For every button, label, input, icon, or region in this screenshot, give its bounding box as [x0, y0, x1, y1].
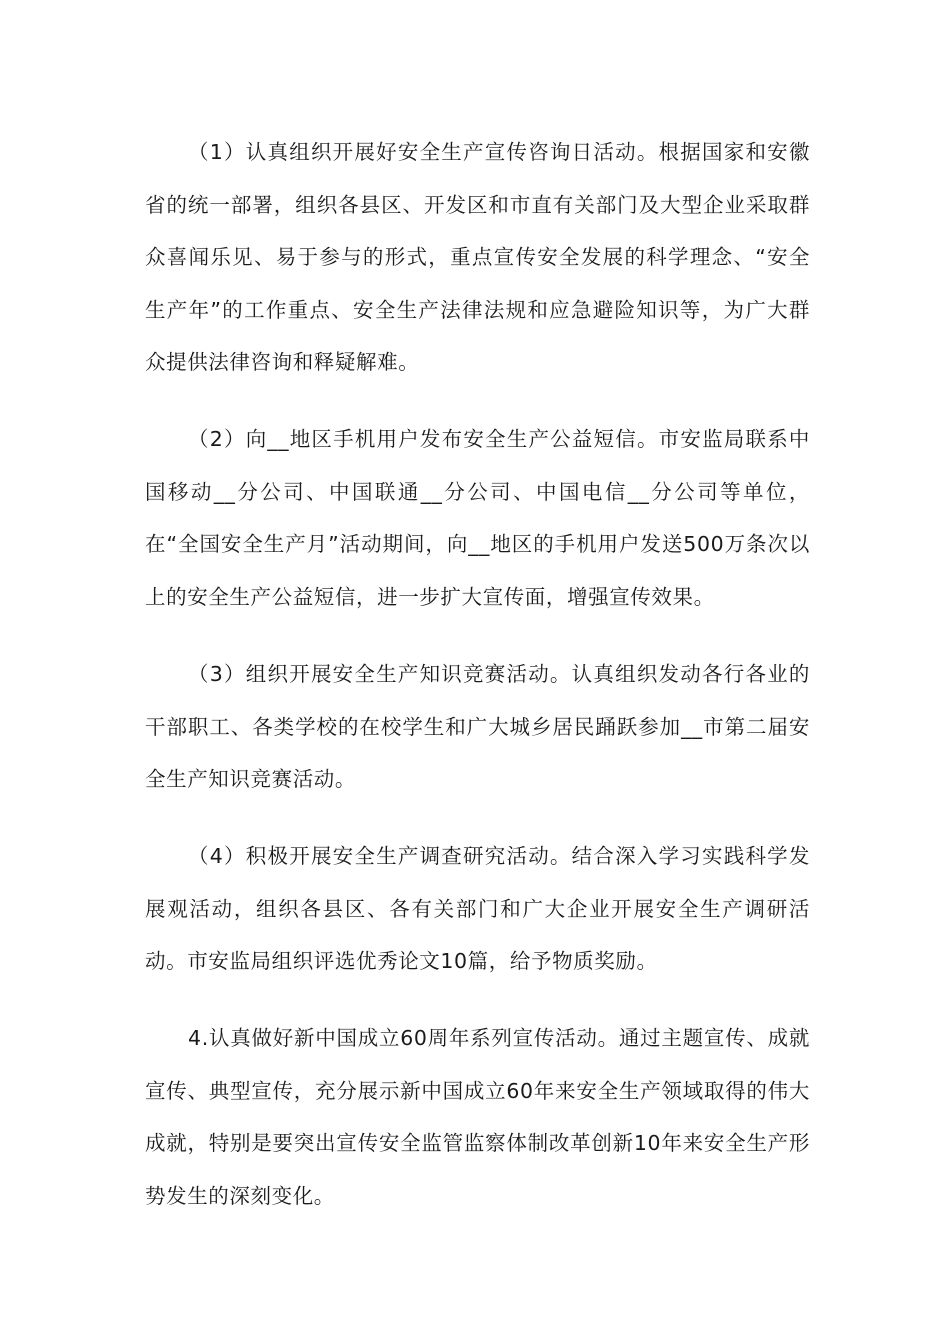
paragraph-3: （3）组织开展安全生产知识竞赛活动。认真组织发动各行各业的干部职工、各类学校的在校学生和广大城乡居民踊跃参加__市第二届安全生产知识竞赛活动。 [145, 662, 810, 791]
paragraph-2: （2）向__地区手机用户发布安全生产公益短信。市安监局联系中国移动__分公司、中国联通__分公司、中国电信__分公司等单位，在“全国安全生产月”活动期间，向__地区的手机用户发送500万条次以上的安全生产公益短信，进一步扩大宣传面，增强宣传效果。 [145, 427, 810, 609]
paragraph-4: （4）积极开展安全生产调查研究活动。结合深入学习实践科学发展观活动，组织各县区、各有关部门和广大企业开展安全生产调研活动。市安监局组织评选优秀论文10篇，给予物质奖励。 [145, 844, 810, 973]
paragraph-5: 4.认真做好新中国成立60周年系列宣传活动。通过主题宣传、成就宣传、典型宣传，充分展示新中国成立60年来安全生产领域取得的伟大成就，特别是要突出宣传安全监管监察体制改革创新10年来安全生产形势发生的深刻变化。 [145, 1026, 810, 1208]
paragraph-1: （1）认真组织开展好安全生产宣传咨询日活动。根据国家和安徽省的统一部署，组织各县区、开发区和市直有关部门及大型企业采取群众喜闻乐见、易于参与的形式，重点宣传安全发展的科学理念、“安全生产年”的工作重点、安全生产法律法规和应急避险知识等，为广大群众提供法律咨询和释疑解难。 [145, 140, 810, 374]
document-body [145, 126, 810, 1222]
